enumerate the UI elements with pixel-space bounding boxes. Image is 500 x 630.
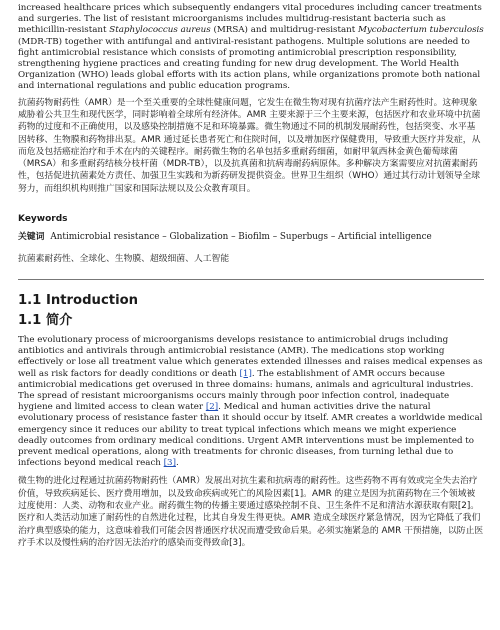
citation-link-2[interactable]: [2]: [205, 402, 219, 413]
document-page: [18, 0, 484, 549]
section-title-chinese: 1.1 简介: [18, 313, 73, 328]
keywords-english: Antimicrobial resistance – Globalization – Biofilm – Superbugs – Artificial intelligence: [50, 232, 432, 242]
keywords-english-line: [18, 231, 484, 243]
intro-text: .: [175, 458, 179, 469]
abstract-english-paragraph: [18, 3, 484, 93]
keywords-chinese: 抗菌素耐药性、全球化、生物膜、超级细菌、人工智能: [18, 254, 230, 264]
introduction-english-paragraph: [18, 335, 484, 469]
intro-text: . The establishment of AMR occurs because antimicrobial medications get overused in three domains: humans, animals and agricultural industries. The spread of resistant microorganisms occurs mainly through poor infection control, inadequate hygiene and limited access to clean water: [18, 368, 474, 413]
section-title-english: 1.1 Introduction: [18, 293, 139, 308]
abstract-chinese-paragraph: 抗菌药物耐药性（AMR）是一个至关重要的全球性健康问题，它发生在微生物对现有抗菌疗法产生耐药性时。这种现象威胁着公共卫生和现代医学，同时影响着全球所有经济体。AMR 主要来源于三个主要来源，包括医疗和农业环境中抗菌药物的过度和不正确使用，以及感染控制措施不足和环境暴露。微生物通过不同的机制发展耐药性，包括突变、水平基因转移、生物膜和药物排出泵。AMR 通过延长患者死亡和住院时间，以及增加医疗保健费用，导致重大医疗并发症，从而危及包括癌症治疗和手术在内的关键程序。耐药微生物的名单包括多重耐药细菌，如耐甲氧西林金黄色葡萄球菌（MRSA）和多重耐药结核分枝杆菌（MDR-TB），以及抗真菌和抗病毒耐药病原体。多种解决方案需要应对抗菌素耐药性，包括促进抗菌素处方责任、加强卫生实践和为新药研发提供资金。世界卫生组织（WHO）通过其行动计划领导全球努力，而组织机构则推广国家和国际法规以及公众教育项目。: [18, 97, 481, 194]
organism-name: Staphylococcus aureus: [109, 25, 211, 36]
keywords-heading: Keywords: [18, 214, 68, 224]
organism-name: Mycobacterium tuberculosis: [358, 25, 484, 36]
intro-text: . Medical and human activities drive the natural evolutionary process of resistance faster than it should occur by itself. AMR creates a worldwide medical emergency since it reduces our ability to treat typical infections which means we might experience deadly outcomes from ordinary medical conditions. Urgent AMR interventions must be implemented to prevent medical operations, along with treatments for chronic diseases, from turning lethal due to infections beyond medical reach: [18, 402, 483, 469]
citation-link-1[interactable]: [1]: [239, 368, 252, 379]
introduction-chinese-paragraph: 微生物的进化过程通过抗菌药物耐药性（AMR）发展出对抗生素和抗病毒的耐药性。这些药物不再有效或完全失去治疗价值，导致疾病延长、医疗费用增加，以及致命疾病或死亡的风险因素[1]。AMR 的建立是因为抗菌药物在三个领域被过度使用：人类、动物和农业产业。耐药微生物的传播主要通过感染控制不良、卫生条件不足和清洁水源获取有限[2]。医疗和人类活动加速了耐药性的自然进化过程，比其自身发生得更快。AMR 造成全球医疗紧急情况，因为它降低了我们治疗典型感染的能力，这意味着我们可能会因普通医疗状况而遭受致命后果。必须实施紧急的 AMR 干预措施，以防止医疗手术以及慢性病的治疗因无法治疗的感染而变得致命[3]。: [18, 476, 484, 548]
abstract-text: (MRSA) and multidrug-resistant: [210, 25, 358, 36]
intro-text: The evolutionary process of microorganisms develops resistance to antimicrobial drugs including antibiotics and antivirals through antimicrobial resistance (AMR). The medications stop working effectively or lose all treatment value which generates extended illnesses and raises medical expenses as well as risk factors for deadly conditions or death: [18, 335, 483, 379]
keywords-label: 关键词: [18, 232, 45, 242]
abstract-text: increased healthcare prices which subsequently endangers vital procedures including cancer treatments and surgeries. The list of resistant microorganisms includes multidrug-resistant bacteria such as methicillin-resistant: [18, 3, 482, 36]
abstract-text: (MDR-TB) together with antifungal and antiviral-resistant pathogens. Multiple solutions are needed to fight antimicrobial resistance which consists of promoting antimicrobial prescription responsibility, strengthening hygiene practices and creating funding for new drug development. The World Health Organization (WHO) leads global efforts with its action plans, while organizations promote both national and international regulations and public education programs.: [18, 36, 481, 92]
citation-link-3[interactable]: [3]: [163, 458, 176, 469]
section-divider: [18, 279, 484, 280]
